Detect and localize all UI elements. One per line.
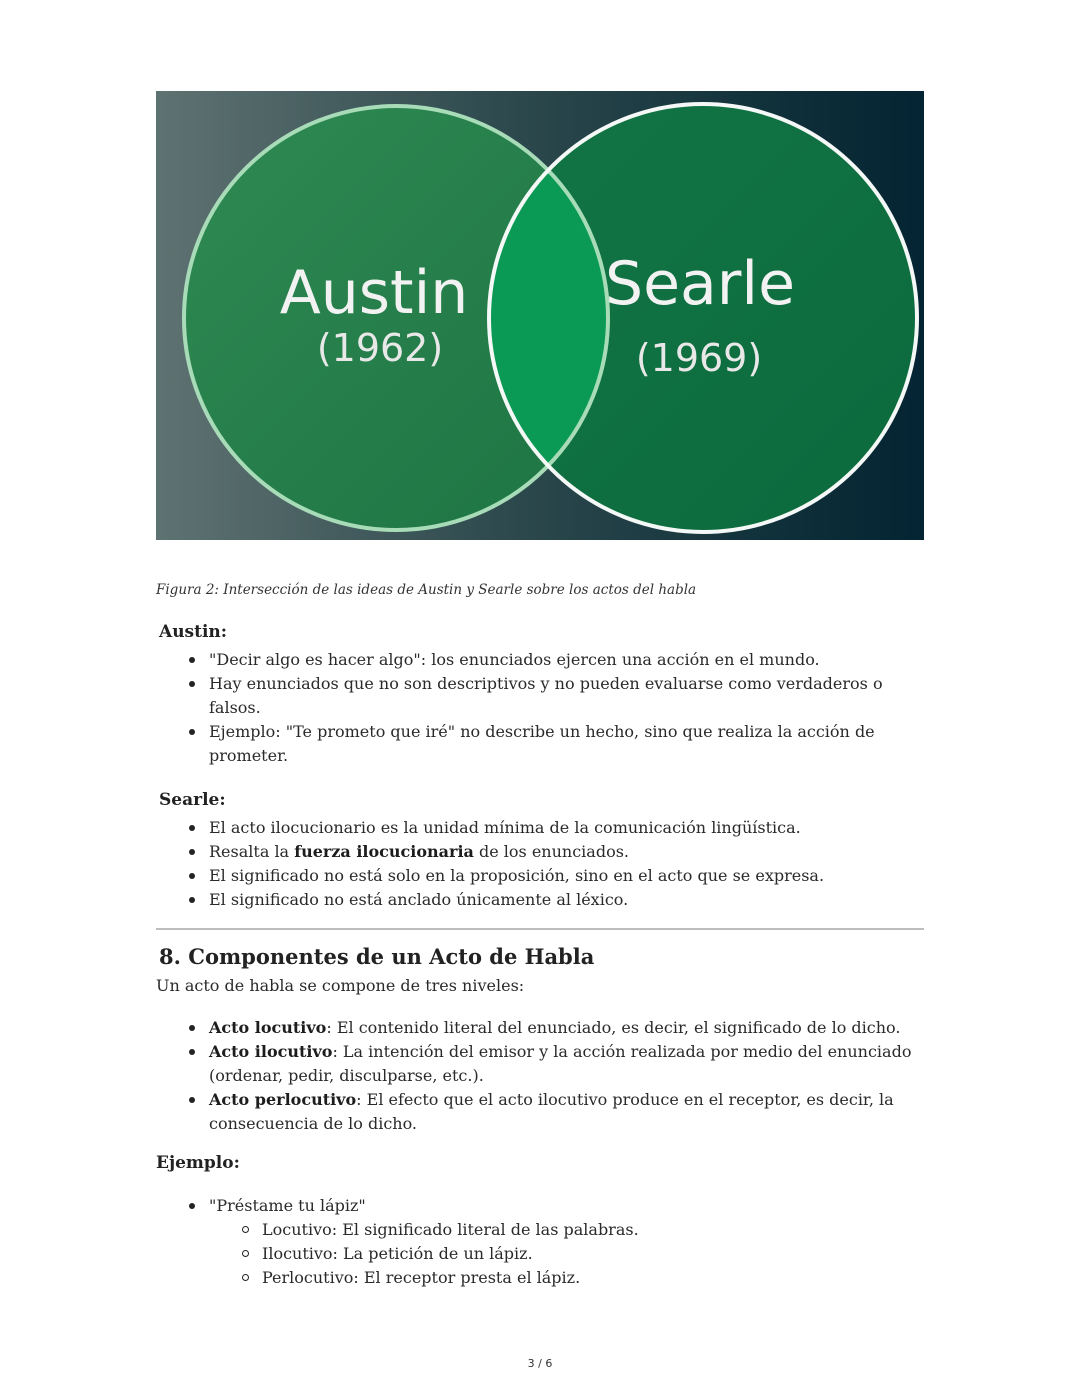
item-text: : La intención del emisor y la acción realizada por medio del enunciado (ordenar, pedir, disculparse, etc.). [209, 1042, 912, 1085]
item-text: de los enunciados. [473, 842, 630, 861]
item-bold-term: Acto perlocutivo [209, 1090, 357, 1109]
list-item [156, 1088, 924, 1136]
list-item: Hay enunciados que no son descriptivos y no pueden evaluarse como verdaderos o falsos. [156, 672, 924, 720]
item-text: : El contenido literal del enunciado, es decir, el significado de lo dicho. [326, 1018, 901, 1037]
austin-list [156, 648, 924, 768]
item-bold-term: fuerza ilocucionaria [294, 842, 474, 861]
venn-diagram-svg [156, 91, 924, 540]
list-item: Ejemplo: "Te prometo que iré" no describe un hecho, sino que realiza la acción de prometer. [156, 720, 924, 768]
austin-label: Austin [279, 258, 469, 328]
list-item [156, 1194, 924, 1290]
example-phrase: "Préstame tu lápiz" [209, 1196, 366, 1215]
item-bold-term: Acto locutivo [209, 1018, 327, 1037]
searle-label: Searle [604, 249, 796, 319]
sub-list-item: Perlocutivo: El receptor presta el lápiz. [209, 1266, 924, 1290]
searle-heading: Searle: [159, 790, 226, 810]
searle-list [156, 816, 924, 912]
example-list [156, 1194, 924, 1290]
item-text: Resalta la [209, 842, 295, 861]
page-number: 3 / 6 [527, 1357, 553, 1370]
austin-year: (1962) [316, 326, 444, 370]
item-bold-term: Acto ilocutivo [209, 1042, 333, 1061]
example-sublist [209, 1218, 924, 1290]
sub-list-item: Ilocutivo: La petición de un lápiz. [209, 1242, 924, 1266]
section-title: 8. Componentes de un Acto de Habla [159, 944, 595, 969]
list-item [156, 840, 924, 864]
list-item [156, 1016, 924, 1040]
list-item: El significado no está anclado únicamente al léxico. [156, 888, 924, 912]
venn-figure [156, 91, 924, 540]
sub-list-item: Locutivo: El significado literal de las palabras. [209, 1218, 924, 1242]
figure-caption: Figura 2: Intersección de las ideas de Austin y Searle sobre los actos del habla [156, 582, 697, 598]
searle-year: (1969) [635, 336, 763, 380]
section-divider [156, 928, 924, 930]
list-item: "Decir algo es hacer algo": los enunciados ejercen una acción en el mundo. [156, 648, 924, 672]
components-list [156, 1016, 924, 1136]
example-heading: Ejemplo: [156, 1153, 240, 1173]
item-text: : El efecto que el acto ilocutivo produce en el receptor, es decir, la consecuencia de lo dicho. [209, 1090, 894, 1133]
austin-heading: Austin: [159, 622, 228, 642]
list-item: El acto ilocucionario es la unidad mínima de la comunicación lingüística. [156, 816, 924, 840]
section-intro: Un acto de habla se compone de tres niveles: [156, 976, 525, 995]
list-item: El significado no está solo en la proposición, sino en el acto que se expresa. [156, 864, 924, 888]
list-item [156, 1040, 924, 1088]
